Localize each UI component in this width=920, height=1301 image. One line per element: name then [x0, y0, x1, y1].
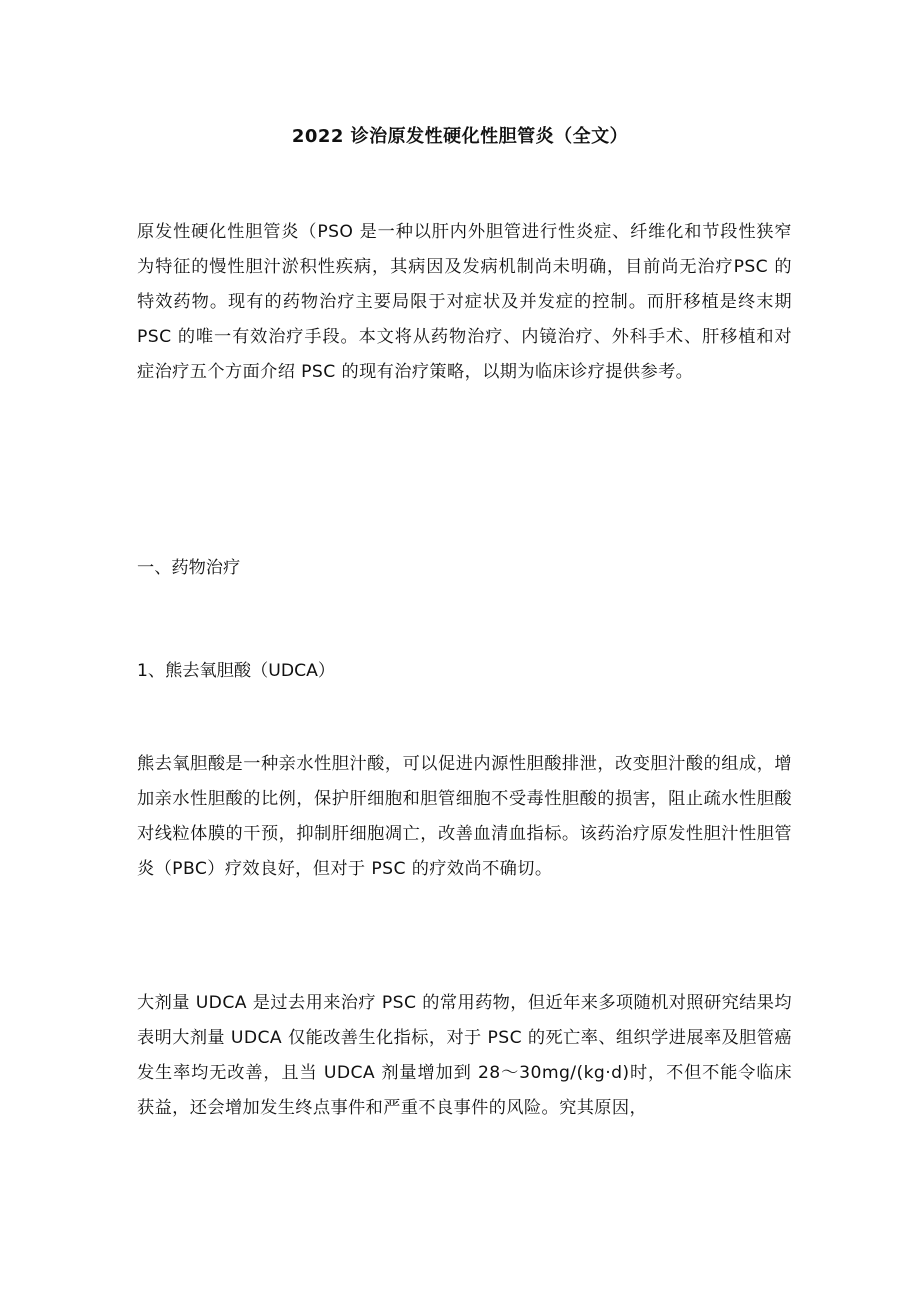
- subsection-heading-udca: 1、熊去氧胆酸（UDCA）: [137, 661, 336, 681]
- section-heading-drug-therapy: 一、药物治疗: [137, 558, 241, 578]
- intro-paragraph: 原发性硬化性胆管炎（PSO 是一种以肝内外胆管进行性炎症、纤维化和节段性狭窄为特征的慢性胆汁淤积性疾病，其病因及发病机制尚未明确，目前尚无治疗PSC 的特效药物。现有的药物治疗主要局限于对症状及并发症的控制。而肝移植是终末期 PSC 的唯一有效治疗手段。本文将从药物治疗、内镜治疗、外科手术、肝移植和对症治疗五个方面介绍 PSC 的现有治疗策略，以期为临床诊疗提供参考。: [137, 222, 792, 382]
- document-title: 2022 诊治原发性硬化性胆管炎（全文）: [291, 126, 629, 147]
- udca-paragraph-1: 熊去氧胆酸是一种亲水性胆汁酸，可以促进内源性胆酸排泄，改变胆汁酸的组成，增加亲水性胆酸的比例，保护肝细胞和胆管细胞不受毒性胆酸的损害，阻止疏水性胆酸对线粒体膜的干预，抑制肝细胞凋亡，改善血清血指标。该药治疗原发性胆汁性胆管炎（PBC）疗效良好，但对于 PSC 的疗效尚不确切。: [137, 754, 792, 879]
- udca-paragraph-2: 大剂量 UDCA 是过去用来治疗 PSC 的常用药物，但近年来多项随机对照研究结果均表明大剂量 UDCA 仅能改善生化指标，对于 PSC 的死亡率、组织学进展率及胆管癌发生率均无改善，且当 UDCA 剂量增加到 28～30mg/(kg·d)时，不但不能令临床获益，还会增加发生终点事件和严重不良事件的风险。究其原因，: [137, 993, 792, 1118]
